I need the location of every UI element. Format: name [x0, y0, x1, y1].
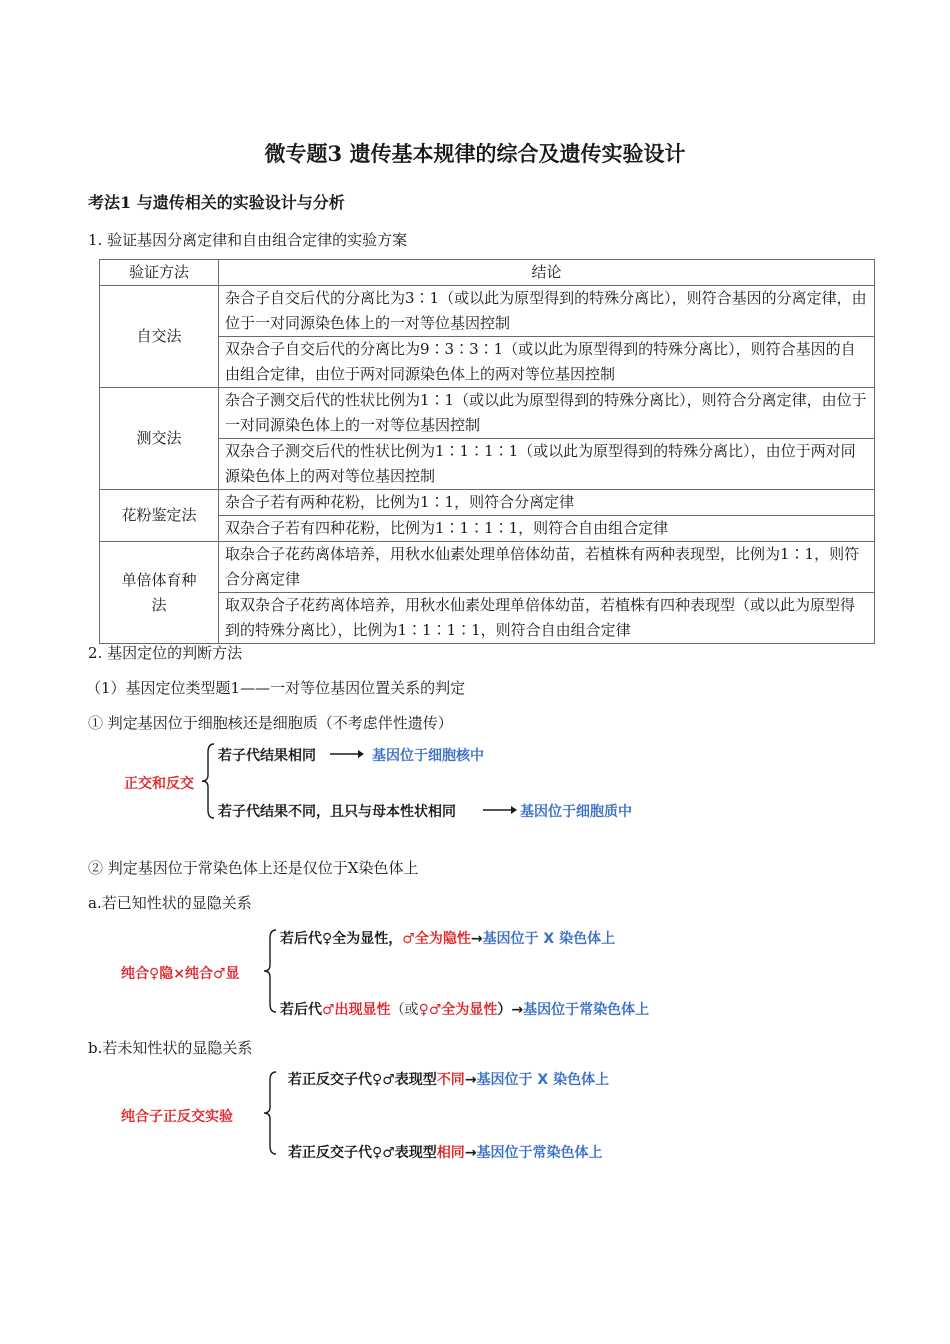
brace-icon: [200, 742, 220, 820]
conclusion-cell: 双杂合子测交后代的性状比例为1∶1∶1∶1（或以此为原型得到的特殊分离比），由位于两对同源染色体上的两对等位基因控制: [219, 439, 875, 490]
diagram2a-b1-highlight: ♂全为隐性: [402, 931, 471, 947]
diagram2a-b2-highlight: ♂出现显性: [322, 1002, 391, 1018]
conclusion-cell: 杂合子测交后代的性状比例为1∶1（或以此为原型得到的特殊分离比），则符合分离定律，由位于一对同源染色体上的一对等位基因控制: [219, 388, 875, 439]
conclusion-cell: 杂合子自交后代的分离比为3∶1（或以此为原型得到的特殊分离比），则符合基因的分离定律，由位于一对同源染色体上的一对等位基因控制: [219, 286, 875, 337]
brace-icon: [262, 1070, 282, 1156]
subheading-type1: （1）基因定位类型题1——一对等位基因位置关系的判定: [86, 679, 466, 697]
table-row: [100, 388, 875, 439]
conclusion-cell: 双杂合子若有四种花粉，比例为1∶1∶1∶1，则符合自由组合定律: [219, 516, 875, 542]
table-row: [100, 542, 875, 593]
diagram1-branch2-result: 基因位于细胞质中: [520, 804, 632, 820]
diagram1-root: 正交和反交: [124, 776, 194, 792]
diagram2a-root: 纯合♀隐×纯合♂显: [121, 966, 240, 982]
diagram1-branch2-condition: 若子代结果不同，且只与母本性状相同: [218, 804, 456, 820]
arrow-right-icon: [330, 748, 364, 760]
subheading-verify: 1. 验证基因分离定律和自由组合定律的实验方案: [88, 231, 408, 249]
table-row: [100, 490, 875, 516]
table-header-method: 验证方法: [100, 260, 219, 286]
item2b-label: b.若未知性状的显隐关系: [88, 1039, 253, 1057]
method-cell: 花粉鉴定法: [100, 490, 219, 542]
diagram2a-b1-condition: 若后代♀全为显性，: [280, 931, 403, 947]
method-cell: 测交法: [100, 388, 219, 490]
diagram2b-branch1: [288, 1069, 609, 1089]
conclusion-cell: 双杂合子自交后代的分离比为9∶3∶3∶1（或以此为原型得到的特殊分离比），则符合基因的自由组合定律，由位于两对同源染色体上的两对等位基因控制: [219, 337, 875, 388]
conclusion-cell: 取双杂合子花药离体培养，用秋水仙素处理单倍体幼苗，若植株有四种表现型（或以此为原型得到的特殊分离比），比例为1∶1∶1∶1，则符合自由组合定律: [219, 593, 875, 644]
section-heading-2: 2. 基因定位的判断方法: [88, 644, 243, 662]
diagram2b-b2-arrow: →: [464, 1145, 477, 1161]
verification-table: [99, 259, 875, 644]
item2a-label: a.若已知性状的显隐关系: [88, 894, 252, 912]
table-header-row: [100, 260, 875, 286]
page-title: 微专题3 遗传基本规律的综合及遗传实验设计: [264, 141, 686, 166]
diagram1-branch1-condition: 若子代结果相同: [218, 748, 316, 764]
method-cell: 单倍体育种法: [100, 542, 219, 644]
diagram2a-b2-arrow: ）→: [497, 1002, 524, 1018]
diagram2a-b2-paren-open: （或: [390, 1002, 419, 1018]
diagram2a-b1-result: 基因位于 X 染色体上: [482, 931, 616, 947]
diagram2a-b2-result: 基因位于常染色体上: [523, 1002, 650, 1018]
diagram2b-b2-result: 基因位于常染色体上: [476, 1145, 603, 1161]
diagram1-branch1-result: 基因位于细胞核中: [372, 748, 484, 764]
diagram2a-branch2: [280, 999, 649, 1019]
diagram2b-b1-result: 基因位于 X 染色体上: [476, 1072, 610, 1088]
diagram2b-b1-condition: 若正反交子代♀♂表现型: [288, 1072, 437, 1088]
diagram2b-b2-condition: 若正反交子代♀♂表现型: [288, 1145, 437, 1161]
diagram2b-b1-arrow: →: [464, 1072, 477, 1088]
diagram2a-b2-highlight-2: ♀♂全为显性: [418, 1002, 498, 1018]
diagram2b-branch2: [288, 1142, 603, 1162]
brace-icon: [262, 928, 282, 1014]
table-header-conclusion: 结论: [219, 260, 875, 286]
section-heading-1: 考法1 与遗传相关的实验设计与分析: [88, 193, 345, 212]
item2-label: ② 判定基因位于常染色体上还是仅位于X染色体上: [88, 859, 419, 877]
diagram2a-b1-arrow: →: [470, 931, 483, 947]
item1-label: ① 判定基因位于细胞核还是细胞质（不考虑伴性遗传）: [88, 714, 453, 732]
method-cell: 自交法: [100, 286, 219, 388]
conclusion-cell: 取杂合子花药离体培养，用秋水仙素处理单倍体幼苗，若植株有两种表现型，比例为1∶1，则符合分离定律: [219, 542, 875, 593]
diagram2b-root: 纯合子正反交实验: [121, 1109, 233, 1125]
arrow-right-icon: [483, 804, 517, 816]
diagram2b-b2-highlight: 相同: [436, 1145, 465, 1161]
table-row: [100, 286, 875, 337]
diagram2a-b2-condition: 若后代: [280, 1002, 322, 1018]
conclusion-cell: 杂合子若有两种花粉，比例为1∶1，则符合分离定律: [219, 490, 875, 516]
diagram2b-b1-highlight: 不同: [436, 1072, 465, 1088]
diagram2a-branch1: [280, 928, 615, 948]
